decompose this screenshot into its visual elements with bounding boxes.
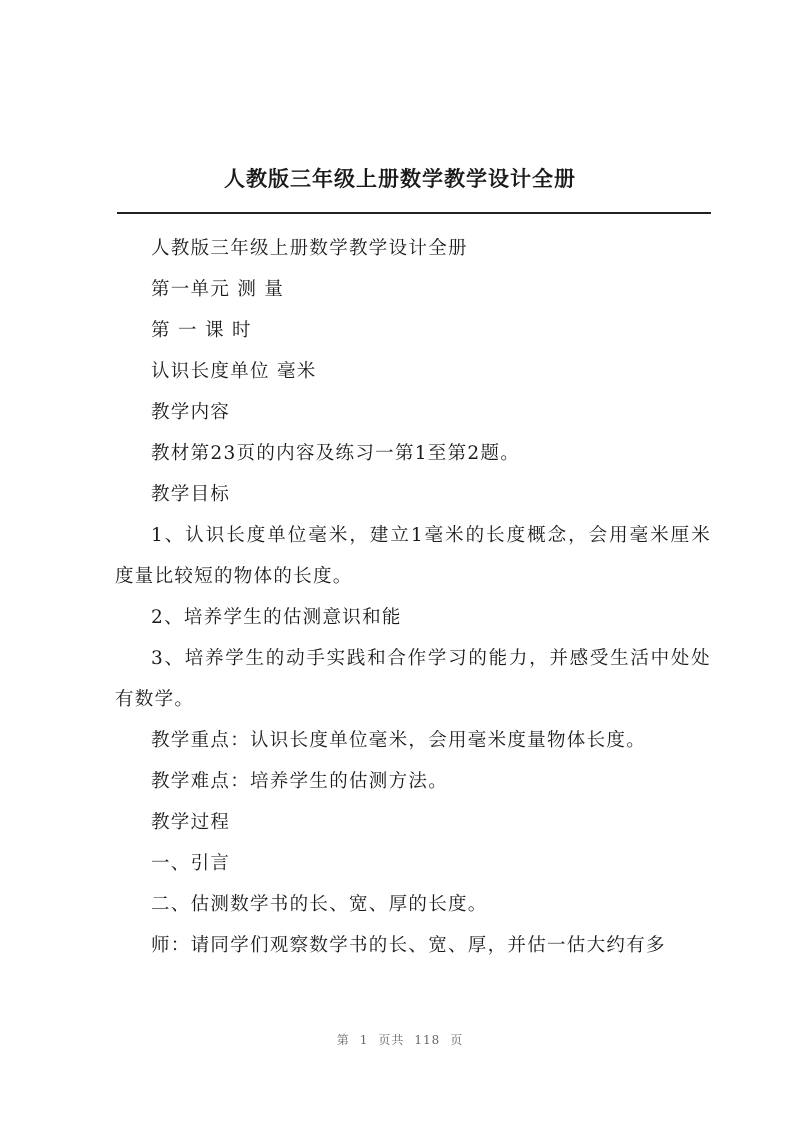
paragraph-content-heading: 教学内容 — [151, 402, 231, 423]
footer-page-number: 1 — [359, 1033, 369, 1047]
paragraph-key-point: 教学重点：认识长度单位毫米，会用毫米度量物体长度。 — [151, 730, 647, 751]
footer-total-pages: 118 — [414, 1033, 441, 1047]
document-body — [115, 228, 711, 966]
page-footer — [0, 1031, 800, 1048]
paragraph-unit: 第一单元 测 量 — [151, 279, 285, 300]
paragraph-heading: 人教版三年级上册数学教学设计全册 — [151, 238, 468, 259]
paragraph-goal-1: 1、认识长度单位毫米，建立1毫米的长度概念，会用毫米厘米度量比较短的物体的长度。 — [115, 525, 711, 587]
paragraph-goal-3: 3、培养学生的动手实践和合作学习的能力，并感受生活中处处有数学。 — [115, 648, 711, 710]
paragraph-difficulty: 教学难点：培养学生的估测方法。 — [151, 771, 449, 792]
paragraph-teacher: 师：请同学们观察数学书的长、宽、厚，并估一估大约有多 — [151, 935, 666, 956]
paragraph-lesson: 第 一 课 时 — [151, 320, 252, 341]
document-title: 人教版三年级上册数学教学设计全册 — [224, 167, 576, 191]
footer-mid: 页共 — [378, 1033, 405, 1047]
paragraph-topic: 认识长度单位 毫米 — [151, 361, 317, 382]
paragraph-content: 教材第23页的内容及练习一第1至第2题。 — [151, 443, 521, 464]
footer-prefix: 第 — [336, 1033, 350, 1047]
paragraph-goal-2: 2、培养学生的估测意识和能 — [151, 607, 402, 628]
paragraph-estimate: 二、估测数学书的长、宽、厚的长度。 — [151, 894, 488, 915]
footer-suffix: 页 — [450, 1033, 464, 1047]
paragraph-intro: 一、引言 — [151, 853, 231, 874]
paragraph-process-heading: 教学过程 — [151, 812, 231, 833]
title-underline — [117, 212, 711, 214]
paragraph-goals-heading: 教学目标 — [151, 484, 231, 505]
